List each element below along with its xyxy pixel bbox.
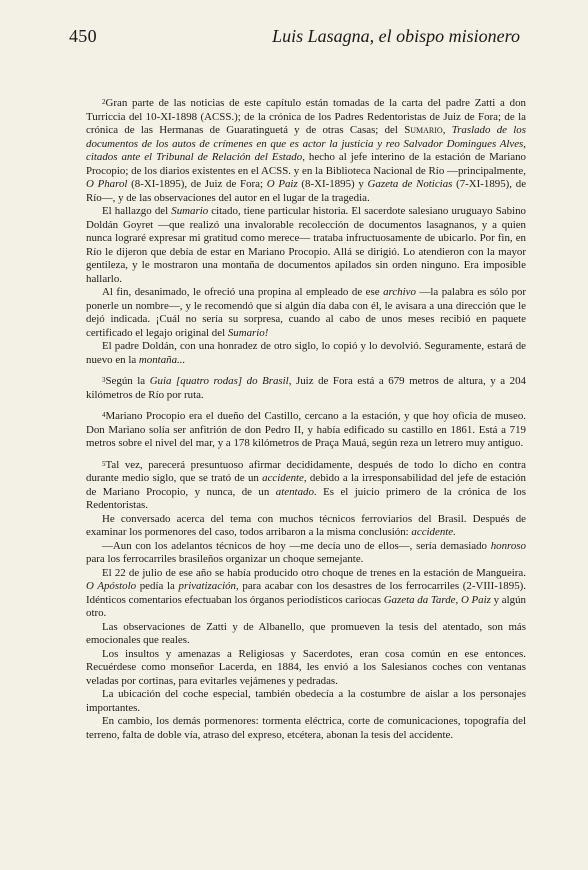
text-run: —Aun con los adelantos técnicos de hoy —me decía uno de ellos—, sería demasiado: [102, 539, 491, 552]
small-caps-text: Sumario: [404, 124, 443, 136]
text-run: ,: [442, 124, 452, 136]
italic-text: Gazeta da Tarde, O Paiz: [383, 593, 491, 606]
text-run: (8-XI-1895), de Juiz de Fora;: [127, 178, 267, 190]
text-run: En cambio, los demás pormenores: tormenta eléctrica, corte de comunicaciones, topografía del terreno, falta de doble vía, atraso del expreso, etcétera, abonan la tesis del accidente.: [86, 715, 526, 741]
text-run: Los insultos y amenazas a Religiosas y Sacerdotes, eran cosa común en ese entonces. Recuérdese como monseñor Lacerda, en 1884, les envió a los Salesianos coches con ventanas veladas por cortinas, para evitarles vejámenes y pedradas.: [86, 647, 526, 687]
text-run: , hecho al jefe interino de la estación de Mariano Procopio; de los diarios existentes en el ACSS. y en la Biblioteca Nacional de Río —principalmente,: [86, 151, 527, 177]
italic-text: Sumario: [171, 205, 209, 217]
italic-text: archivo: [383, 286, 416, 298]
italic-text: O Paiz: [266, 178, 298, 190]
text-run: —la palabra es sólo por ponerle un nombre—, y le recomendó que si algún día daba con él, le avisara a una dirección que le dejó indicada. ¡Cuál no sería su sorpresa, cuando al cabo de unos meses recibió en paquete certificado el legajo original del: [86, 286, 526, 339]
footnote-marker: 5: [102, 459, 106, 468]
text-run: Tal vez, parecerá presuntuoso afirmar decididamente, después de todo lo dicho en contra durante medio siglo, que se trató de un: [86, 458, 526, 484]
text-run: , para acabar con los desastres de los ferrocarriles (2-VIII-1895). Idénticos comentarios efectuaban los órganos periodísticos cariocas: [86, 580, 526, 606]
text-run: Al fin, desanimado, le ofreció una propina al empleado de ese: [102, 286, 384, 298]
italic-text: Gazeta de Noticias: [367, 178, 453, 190]
footnote-5: [86, 459, 526, 513]
italic-text: honroso: [490, 539, 526, 552]
italic-text: atentado: [275, 485, 314, 498]
text-run: para los ferrocarriles brasileños organizar un choque semejante.: [86, 553, 364, 565]
italic-text: Sumario!: [227, 326, 269, 339]
italic-text: accidente.: [411, 526, 456, 538]
footnote-2: [86, 97, 526, 205]
footnote-marker: 2: [102, 98, 106, 106]
text-run: pedía la: [136, 580, 179, 592]
footnote-paragraph: [86, 648, 526, 689]
running-title: Luis Lasagna, el obispo misionero: [272, 26, 520, 46]
footnote-paragraph: [86, 340, 526, 367]
italic-text: montaña...: [138, 353, 186, 366]
footnote-paragraph: [86, 715, 526, 742]
italic-text: Guia [quatro rodas] do Brasil: [149, 375, 289, 387]
footnote-marker: 4: [102, 411, 106, 419]
text-run: El 22 de julio de ese año se había producido otro choque de trenes en la estación de Mangueira.: [102, 566, 526, 579]
footnote-4: [86, 410, 526, 451]
italic-text: O Apóstolo: [86, 580, 137, 592]
footnotes-body: [86, 97, 526, 742]
text-run: (8-XI-1895) y: [297, 178, 368, 190]
footnote-paragraph: [86, 540, 526, 567]
italic-text: accidente: [262, 472, 304, 484]
italic-text: Traslado de los documentos de los autos de crímenes en que es actor la justicia y reo Salvador Domingues Alves, citados ante el Tribunal de Relación del Estado: [86, 124, 526, 163]
page-number: 450: [69, 26, 97, 46]
text-run: y algún otro.: [86, 593, 526, 619]
footnote-paragraph: [86, 205, 526, 286]
page-header: [69, 26, 520, 47]
footnote-paragraph: [86, 513, 526, 540]
text-run: El padre Doldán, con una honradez de otro siglo, lo copió y lo devolvió. Seguramente, estará de nuevo en la: [86, 340, 526, 366]
text-run: He conversado acerca del tema con muchos técnicos ferroviarios del Brasil. Después de examinar los pormenores del caso, todos arribaron a la misma conclusión:: [86, 512, 526, 538]
italic-text: O Pharol: [86, 178, 128, 190]
footnote-marker: 3: [102, 376, 106, 384]
footnote-paragraph: [86, 688, 526, 715]
text-run: Gran parte de las noticias de este capítulo están tomadas de la carta del padre Zatti a don Turriccia del 10-XI-1898 (ACSS.); de la crónica de los Padres Redentoristas de Juiz de Fora; de la crónica de las Hermanas de Guaratinguetá y de otras Casas; del: [86, 97, 526, 136]
text-run: . Es el juicio primero de la crónica de los Redentoristas.: [86, 485, 526, 511]
text-run: (7-XI-1895), de Río—, y de las observaciones del autor en el lugar de la tragedia.: [86, 178, 527, 204]
text-run: Mariano Procopio era el dueño del Castillo, cercano a la estación, y que hoy oficia de museo. Don Mariano solía ser anfitrión de don Pedro II, y había edificado su castillo en 1861. Está a 719 metros sobre el nivel del mar, y a 178 kilómetros de Praça Mauá, según reza un letrero muy antiguo.: [86, 410, 526, 449]
italic-text: privatización: [178, 580, 236, 592]
footnote-paragraph: [86, 567, 526, 621]
footnote-paragraph: [86, 286, 526, 340]
footnote-3: [86, 375, 526, 402]
text-run: , debido a la irresponsabilidad del jefe de estación de Mariano Procopio, y nunca, de un: [86, 472, 526, 498]
text-run: Según la: [105, 375, 150, 387]
text-run: El hallazgo del: [102, 205, 172, 217]
text-run: La ubicación del coche especial, también obedecía a la costumbre de aislar a los personajes importantes.: [86, 688, 526, 714]
text-run: , Juiz de Fora está a 679 metros de altura, y a 204 kilómetros de Río por ruta.: [86, 375, 526, 401]
text-run: Las observaciones de Zatti y de Albanello, que promueven la tesis del atentado, son más emocionales que reales.: [86, 620, 526, 646]
text-run: citado, tiene particular historia. El sacerdote salesiano uruguayo Sabino Doldán Goyret —que realizó una invalorable recolección de documentos lasagnanos, y a quien nunca lograré expresar mi gratitud como merece— trataba infructuosamente de ubicarlo. Por fin, en Río le dijeron que debía de estar en Mariano Procopio. Allá se dirigió. Lo atendieron con la mayor gentileza, y le mostraron una montaña de documentos apilados sin orden ninguno. Era imposible hallarlo.: [86, 205, 526, 285]
footnote-paragraph: [86, 621, 526, 648]
